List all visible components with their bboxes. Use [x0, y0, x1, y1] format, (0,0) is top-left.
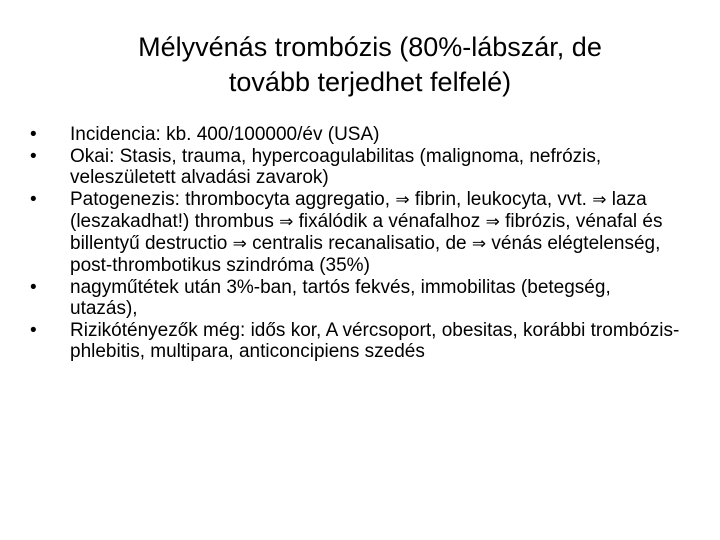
bullet-okai [30, 146, 680, 188]
bullet-text-part: vénás elégtelenség, post-thrombotikus szindróma (35%) [70, 233, 661, 276]
bullet-text: Incidencia: kb. 400/100000/év (USA) [70, 124, 380, 145]
bullet-text-part: fibrin, leukocyta, vvt. [409, 189, 593, 210]
bullet-icon: • [30, 277, 37, 298]
implies-arrow-icon: ⇒ [592, 190, 607, 210]
bullet-text: Rizikótényezők még: idős kor, A vércsoport, obesitas, korábbi trombózis-phlebitis, multipara, anticoncipiens szedés [70, 320, 680, 362]
title-line-1: Mélyvénás trombózis (80%-lábszár, de [138, 32, 602, 62]
implies-arrow-icon: ⇒ [279, 212, 294, 232]
bullet-text: nagyműtétek után 3%-ban, tartós fekvés, immobilitas (betegség, utazás), [70, 277, 611, 319]
bullet-icon: • [30, 146, 37, 167]
bullet-text-part: centralis recanalisatio, de [246, 233, 472, 254]
bullet-text-part: Patogenezis: thrombocyta aggregatio, [70, 189, 396, 210]
bullet-icon: • [30, 189, 37, 210]
bullet-list [30, 124, 680, 363]
bullet-text: Okai: Stasis, trauma, hypercoagulabilitas (malignoma, nefrózis, veleszületett alvadási zavarok) [70, 146, 602, 188]
bullet-incidencia [30, 124, 680, 145]
implies-arrow-icon: ⇒ [471, 234, 487, 254]
bullet-patogenezis [30, 189, 680, 276]
bullet-rizikotenyezok [30, 320, 680, 362]
bullet-text-part: fixálódik a vénafalhoz [293, 211, 486, 232]
bullet-icon: • [30, 124, 37, 145]
implies-arrow-icon: ⇒ [232, 234, 247, 254]
bullet-nagymutetek [30, 277, 680, 319]
bullet-text-part: laza (leszakadhat!) thrombus [70, 189, 647, 232]
slide-title [40, 30, 700, 100]
bullet-text-part: fibrózis, vénafal és billentyű destructio [70, 211, 663, 254]
implies-arrow-icon: ⇒ [395, 190, 410, 210]
implies-arrow-icon: ⇒ [485, 212, 500, 232]
bullet-icon: • [30, 320, 37, 341]
title-line-2: tovább terjedhet felfelé) [228, 67, 512, 97]
